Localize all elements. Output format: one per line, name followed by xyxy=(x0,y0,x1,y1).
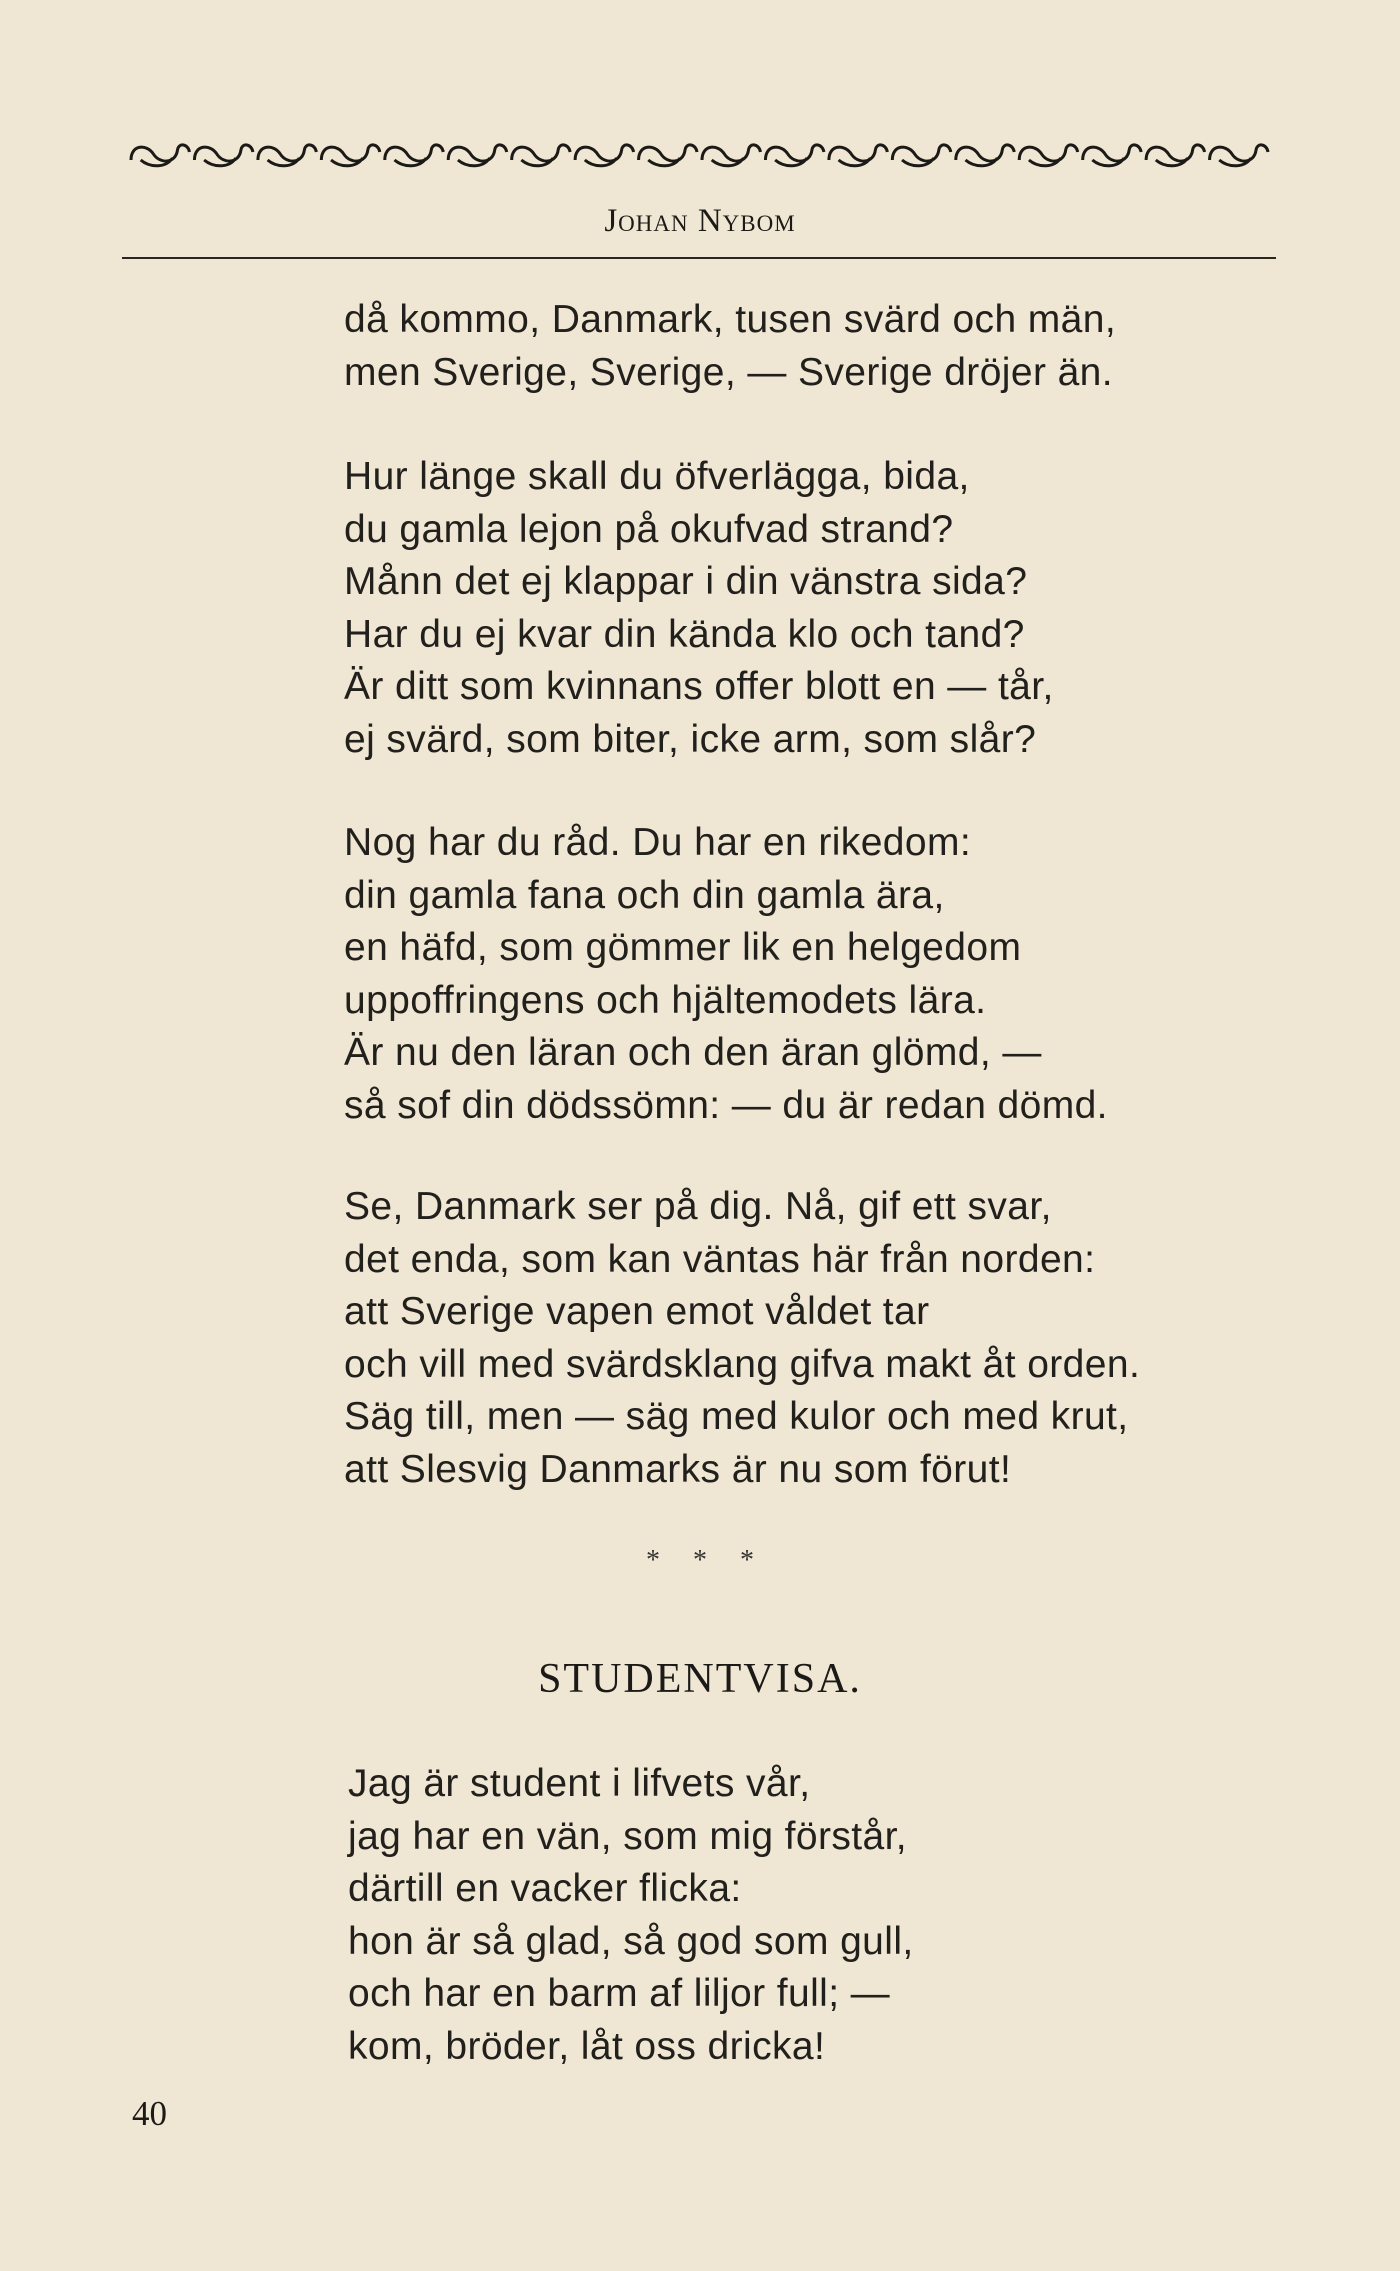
poem-line: du gamla lejon på okufvad strand? xyxy=(344,507,954,551)
poem-line: att Slesvig Danmarks är nu som förut! xyxy=(344,1447,1012,1491)
poem-line: Är nu den läran och den äran glömd, — xyxy=(344,1031,1042,1074)
poem-line: så sof din dödssömn: — du är redan dömd. xyxy=(344,1083,1108,1127)
poem-line: Nog har du råd. Du har en rikedom: xyxy=(344,821,972,864)
poem-line: och har en barm af liljor full; — xyxy=(348,1972,891,2015)
poem-line: hon är så glad, så god som gull, xyxy=(348,1919,914,1963)
poem-title: STUDENTVISA. xyxy=(538,1656,862,1702)
poem-line: och vill med svärdsklang gifva makt åt orden. xyxy=(344,1342,1141,1386)
header-rule xyxy=(122,257,1276,259)
poem-line: jag har en vän, som mig förstår, xyxy=(348,1814,908,1858)
stanza-1 xyxy=(344,294,1116,399)
stanza-3 xyxy=(344,817,1108,1132)
stanza-4 xyxy=(344,1181,1140,1496)
page-number: 40 xyxy=(132,2094,167,2133)
poem-line: din gamla fana och din gamla ära, xyxy=(344,873,945,917)
poem-line: ej svärd, som biter, icke arm, som slår? xyxy=(344,717,1037,761)
poem-line: då kommo, Danmark, tusen svärd och män, xyxy=(344,298,1117,341)
poem-line: att Sverige vapen emot våldet tar xyxy=(344,1290,930,1333)
poem-line: Se, Danmark ser på dig. Nå, gif ett svar, xyxy=(344,1185,1052,1228)
poem-line: Är ditt som kvinnans offer blott en — tår, xyxy=(344,665,1054,708)
section-separator: * * * xyxy=(646,1545,754,1576)
poem-line: kom, bröder, låt oss dricka! xyxy=(348,2024,826,2068)
poem-line: därtill en vacker flicka: xyxy=(348,1867,742,1910)
poem-line: uppoffringens och hjältemodets lära. xyxy=(344,978,987,1022)
poem-line: en häfd, som gömmer lik en helgedom xyxy=(344,926,1022,969)
poem-line: Har du ej kvar din kända klo och tand? xyxy=(344,612,1025,656)
poem-line: Hur länge skall du öfverlägga, bida, xyxy=(344,455,970,498)
running-head: Johan Nybom xyxy=(604,203,796,239)
poem-line: Jag är student i lifvets vår, xyxy=(348,1762,811,1805)
poem-line: Månn det ej klappar i din vänstra sida? xyxy=(344,560,1028,603)
ornament-border-icon xyxy=(128,138,1270,170)
poem-line: Säg till, men — säg med kulor och med krut, xyxy=(344,1395,1129,1438)
studentvisa-stanza xyxy=(348,1758,914,2073)
stanza-2 xyxy=(344,451,1054,766)
poem-line: men Sverige, Sverige, — Sverige dröjer än. xyxy=(344,350,1113,394)
poem-line: det enda, som kan väntas här från norden: xyxy=(344,1237,1096,1281)
